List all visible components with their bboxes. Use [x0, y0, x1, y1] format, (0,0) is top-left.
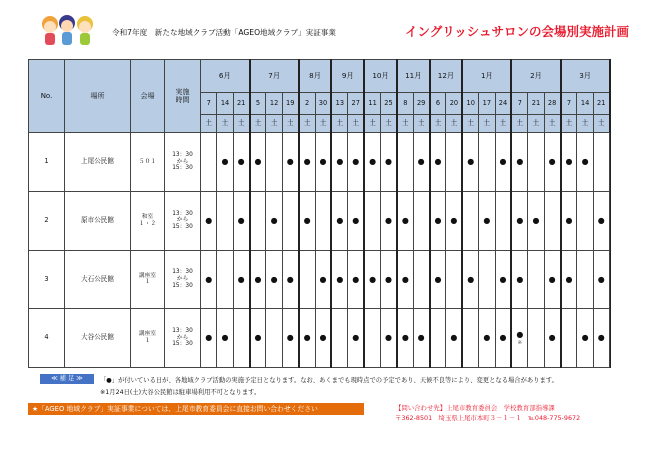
note-tag: ≪ 補 足 ≫: [40, 374, 94, 384]
schedule-cell: [201, 309, 217, 368]
scheduled-dot: ●: [565, 215, 573, 225]
schedule-cell: [282, 191, 298, 250]
schedule-cell: [561, 133, 577, 192]
weekday-header: 土: [544, 115, 560, 133]
schedule-cell: [331, 191, 347, 250]
scheduled-dot: ●: [434, 157, 442, 167]
header-room: 会場: [131, 60, 165, 133]
schedule-cell: [217, 133, 233, 192]
row-no: 1: [29, 133, 65, 192]
schedule-cell: [397, 191, 413, 250]
month-header: 3月: [561, 60, 610, 93]
schedule-cell: [544, 309, 560, 368]
schedule-cell: [528, 191, 544, 250]
schedule-cell: [299, 133, 315, 192]
scheduled-dot: ●: [384, 215, 392, 225]
schedule-cell: [381, 133, 397, 192]
row-no: 4: [29, 309, 65, 368]
weekday-header: 土: [397, 115, 413, 133]
schedule-cell: [479, 191, 495, 250]
scheduled-dot: ●: [384, 333, 392, 343]
scheduled-dot: ●: [205, 215, 213, 225]
month-header: 11月: [397, 60, 430, 93]
day-header: 8: [397, 93, 413, 115]
weekday-header: 土: [282, 115, 298, 133]
scheduled-dot: ●: [303, 157, 311, 167]
row-room: 講座室 １: [131, 309, 165, 368]
schedule-cell: [430, 250, 446, 309]
scheduled-dot: ●: [369, 274, 377, 284]
day-header: 13: [331, 93, 347, 115]
row-time: 13：30 から 15：30: [165, 191, 201, 250]
schedule-cell: [397, 133, 413, 192]
schedule-cell: [561, 309, 577, 368]
weekday-header: 土: [250, 115, 266, 133]
row-time: 13：30 から 15：30: [165, 309, 201, 368]
schedule-cell: [266, 250, 282, 309]
schedule-cell: [315, 191, 331, 250]
schedule-cell: [266, 191, 282, 250]
scheduled-dot: ●: [352, 157, 360, 167]
month-header: 10月: [364, 60, 397, 93]
mascot-illustration: [40, 10, 98, 52]
schedule-cell: [364, 309, 380, 368]
note-line-2: ※1月24日(土)大谷公民館は駐車場利用不可となります。: [100, 389, 261, 396]
schedule-cell: [495, 309, 511, 368]
schedule-cell: [397, 250, 413, 309]
schedule-cell: [495, 133, 511, 192]
scheduled-dot: ●: [532, 215, 540, 225]
schedule-cell: [446, 309, 462, 368]
month-header: 1月: [462, 60, 511, 93]
day-header: 7: [511, 93, 527, 115]
schedule-cell: [348, 133, 364, 192]
row-time: 13：30 から 15：30: [165, 133, 201, 192]
scheduled-dot: ●: [516, 274, 524, 284]
day-header: 25: [381, 93, 397, 115]
weekday-header: 土: [266, 115, 282, 133]
schedule-cell: [397, 309, 413, 368]
scheduled-dot: ●: [254, 274, 262, 284]
scheduled-dot: ●: [237, 274, 245, 284]
scheduled-dot: ●: [286, 274, 294, 284]
weekday-header: 土: [479, 115, 495, 133]
schedule-cell: [462, 309, 478, 368]
schedule-cell: [331, 309, 347, 368]
schedule-cell: [250, 191, 266, 250]
schedule-cell: [446, 133, 462, 192]
schedule-cell: [544, 191, 560, 250]
row-no: 2: [29, 191, 65, 250]
weekday-header: 土: [495, 115, 511, 133]
header-time: 実施 時間: [165, 60, 201, 133]
scheduled-dot: ●: [384, 157, 392, 167]
inquiry-banner: ★「AGEO 地域クラブ」実証事業については、上尾市教育委員会に直接お問い合わせください: [28, 403, 364, 415]
schedule-cell: [593, 250, 609, 309]
scheduled-dot: ●: [565, 274, 573, 284]
schedule-cell: [250, 309, 266, 368]
schedule-cell: [233, 191, 249, 250]
month-header: 6月: [201, 60, 250, 93]
scheduled-dot: ●: [205, 333, 213, 343]
scheduled-dot: ●: [237, 215, 245, 225]
scheduled-dot: ●: [581, 157, 589, 167]
scheduled-dot: ●: [352, 333, 360, 343]
schedule-cell: [331, 133, 347, 192]
month-header: 7月: [250, 60, 299, 93]
schedule-cell: [413, 133, 429, 192]
schedule-cell: [511, 133, 527, 192]
day-header: 30: [315, 93, 331, 115]
schedule-cell: [217, 250, 233, 309]
row-time: 13：30 から 15：30: [165, 250, 201, 309]
scheduled-dot: ●: [467, 157, 475, 167]
schedule-cell: [348, 191, 364, 250]
schedule-cell: [430, 191, 446, 250]
scheduled-dot: ●: [286, 157, 294, 167]
scheduled-dot: ●: [417, 333, 425, 343]
day-header: 21: [593, 93, 609, 115]
scheduled-dot: ●: [499, 333, 507, 343]
day-header: 14: [217, 93, 233, 115]
scheduled-dot: ●: [401, 274, 409, 284]
scheduled-dot: ●: [352, 274, 360, 284]
schedule-cell: [381, 250, 397, 309]
schedule-cell: [364, 250, 380, 309]
scheduled-dot: ●: [581, 333, 589, 343]
schedule-cell: [348, 309, 364, 368]
schedule-cell: [413, 309, 429, 368]
header-no: No.: [29, 60, 65, 133]
schedule-cell: [495, 191, 511, 250]
day-header: 5: [250, 93, 266, 115]
weekday-header: 土: [446, 115, 462, 133]
schedule-cell: [528, 133, 544, 192]
schedule-cell: [511, 309, 527, 368]
schedule-cell: [315, 250, 331, 309]
scheduled-dot: ●: [434, 274, 442, 284]
schedule-cell: [561, 250, 577, 309]
day-header: 10: [462, 93, 478, 115]
schedule-cell: [544, 250, 560, 309]
note-line-1: 「●」が付いている日が、各地域クラブ活動の実施予定日となります。なお、あくまでも現時点での予定であり、天候不良等により、変更となる場合があります。: [100, 377, 558, 384]
schedule-cell: [413, 191, 429, 250]
schedule-cell: [364, 133, 380, 192]
schedule-cell: [282, 250, 298, 309]
scheduled-dot: ●: [597, 274, 605, 284]
special-note-mark: ※: [517, 339, 523, 346]
row-place: 原市公民館: [65, 191, 131, 250]
schedule-cell: [348, 250, 364, 309]
day-header: 2: [299, 93, 315, 115]
schedule-cell: [331, 250, 347, 309]
contact-address: 〒362-8501 埼玉県上尾市本町３－１－１ ℡048-775-9672: [395, 414, 581, 422]
weekday-header: 土: [593, 115, 609, 133]
month-header: 12月: [430, 60, 463, 93]
scheduled-dot: ●: [319, 333, 327, 343]
schedule-cell: [381, 309, 397, 368]
schedule-cell: [593, 191, 609, 250]
day-header: 29: [413, 93, 429, 115]
scheduled-dot: ●: [254, 333, 262, 343]
scheduled-dot: ●: [336, 274, 344, 284]
page-title: イングリッシュサロンの会場別実施計画: [405, 24, 630, 39]
schedule-cell: [266, 309, 282, 368]
weekday-header: 土: [315, 115, 331, 133]
schedule-cell: [282, 309, 298, 368]
page-subtitle: 令和7年度 新たな地域クラブ活動「AGEO地域クラブ」実証事業: [112, 28, 336, 37]
row-place: 大石公民館: [65, 250, 131, 309]
weekday-header: 土: [511, 115, 527, 133]
schedule-table: [28, 59, 610, 368]
schedule-cell: [250, 250, 266, 309]
schedule-cell: [511, 250, 527, 309]
scheduled-dot: ●: [597, 215, 605, 225]
schedule-cell: [315, 133, 331, 192]
weekday-header: 土: [233, 115, 249, 133]
scheduled-dot: ●: [548, 274, 556, 284]
scheduled-dot: ●: [319, 274, 327, 284]
table-row: [29, 250, 610, 309]
month-header: 9月: [331, 60, 364, 93]
schedule-cell: [217, 191, 233, 250]
day-header: 11: [364, 93, 380, 115]
weekday-header: 土: [528, 115, 544, 133]
schedule-cell: [282, 133, 298, 192]
scheduled-dot: ●: [401, 333, 409, 343]
schedule-cell: [479, 250, 495, 309]
schedule-cell: [413, 250, 429, 309]
schedule-cell: [446, 250, 462, 309]
scheduled-dot: ●: [221, 157, 229, 167]
schedule-cell: [528, 309, 544, 368]
day-header: 7: [201, 93, 217, 115]
scheduled-dot: ●: [499, 157, 507, 167]
weekday-header: 土: [413, 115, 429, 133]
row-room: 講座室 １: [131, 250, 165, 309]
table-row: [29, 191, 610, 250]
scheduled-dot: ●: [499, 274, 507, 284]
weekday-header: 土: [364, 115, 380, 133]
scheduled-dot: ●: [384, 274, 392, 284]
scheduled-dot: ●: [450, 333, 458, 343]
scheduled-dot: ●: [516, 157, 524, 167]
month-header: 8月: [299, 60, 332, 93]
weekday-header: 土: [462, 115, 478, 133]
weekday-header: 土: [331, 115, 347, 133]
scheduled-dot: ●: [548, 157, 556, 167]
day-header: 12: [266, 93, 282, 115]
scheduled-dot: ●: [336, 215, 344, 225]
schedule-cell: [201, 250, 217, 309]
schedule-cell: [561, 191, 577, 250]
weekday-header: 土: [381, 115, 397, 133]
scheduled-dot: ●: [597, 333, 605, 343]
schedule-cell: [593, 309, 609, 368]
day-header: 14: [577, 93, 593, 115]
scheduled-dot: ●: [270, 274, 278, 284]
scheduled-dot: ●: [319, 157, 327, 167]
scheduled-dot: ●: [401, 215, 409, 225]
header-place: 場所: [65, 60, 131, 133]
schedule-cell: [462, 250, 478, 309]
weekday-header: 土: [430, 115, 446, 133]
schedule-cell: [495, 250, 511, 309]
schedule-cell: [446, 191, 462, 250]
row-room: ５０１: [131, 133, 165, 192]
scheduled-dot: ●: [369, 157, 377, 167]
schedule-cell: [430, 309, 446, 368]
scheduled-dot: ●: [352, 215, 360, 225]
schedule-cell: [233, 133, 249, 192]
scheduled-dot: ●: [336, 157, 344, 167]
day-header: 17: [479, 93, 495, 115]
scheduled-dot: ●: [270, 215, 278, 225]
schedule-cell: [544, 133, 560, 192]
schedule-cell: [233, 250, 249, 309]
table-row: [29, 133, 610, 192]
scheduled-dot: ●: [450, 215, 458, 225]
scheduled-dot: ●: [237, 157, 245, 167]
day-header: 24: [495, 93, 511, 115]
schedule-cell: [315, 309, 331, 368]
row-room: 和室 １・２: [131, 191, 165, 250]
schedule-cell: [593, 133, 609, 192]
scheduled-dot: ●: [303, 215, 311, 225]
schedule-cell: [364, 191, 380, 250]
weekday-header: 土: [299, 115, 315, 133]
schedule-cell: [250, 133, 266, 192]
schedule-cell: [201, 191, 217, 250]
day-header: 21: [233, 93, 249, 115]
row-place: 上尾公民館: [65, 133, 131, 192]
schedule-cell: [266, 133, 282, 192]
scheduled-dot: ●: [516, 215, 524, 225]
row-place: 大谷公民館: [65, 309, 131, 368]
schedule-cell: [299, 191, 315, 250]
scheduled-dot: ●: [205, 274, 213, 284]
schedule-cell: [201, 133, 217, 192]
schedule-cell: [528, 250, 544, 309]
scheduled-dot: ●: [548, 333, 556, 343]
scheduled-dot: ●: [565, 157, 573, 167]
schedule-cell: [462, 191, 478, 250]
schedule-cell: [381, 191, 397, 250]
day-header: 20: [446, 93, 462, 115]
weekday-header: 土: [577, 115, 593, 133]
day-header: 21: [528, 93, 544, 115]
scheduled-dot: ●: [254, 157, 262, 167]
schedule-cell: [430, 133, 446, 192]
schedule-cell: [577, 250, 593, 309]
schedule-cell: [577, 133, 593, 192]
weekday-header: 土: [217, 115, 233, 133]
schedule-cell: [462, 133, 478, 192]
schedule-cell: [511, 191, 527, 250]
scheduled-dot: ●: [286, 333, 294, 343]
schedule-cell: [577, 191, 593, 250]
scheduled-dot: ●: [516, 330, 524, 340]
schedule-cell: [577, 309, 593, 368]
day-header: 7: [561, 93, 577, 115]
scheduled-dot: ●: [467, 274, 475, 284]
schedule-cell: [217, 309, 233, 368]
weekday-header: 土: [201, 115, 217, 133]
day-header: 28: [544, 93, 560, 115]
table-row: [29, 309, 610, 368]
schedule-cell: [479, 133, 495, 192]
row-no: 3: [29, 250, 65, 309]
schedule-cell: [299, 309, 315, 368]
scheduled-dot: ●: [483, 333, 491, 343]
weekday-header: 土: [561, 115, 577, 133]
scheduled-dot: ●: [483, 215, 491, 225]
scheduled-dot: ●: [417, 157, 425, 167]
day-header: 19: [282, 93, 298, 115]
schedule-cell: [299, 250, 315, 309]
contact-heading: 【問い合わせ先】上尾市教育委員会 学校教育部指導課: [395, 404, 555, 412]
day-header: 27: [348, 93, 364, 115]
schedule-cell: [233, 309, 249, 368]
scheduled-dot: ●: [303, 333, 311, 343]
schedule-cell: [479, 309, 495, 368]
scheduled-dot: ●: [434, 215, 442, 225]
weekday-header: 土: [348, 115, 364, 133]
day-header: 6: [430, 93, 446, 115]
month-header: 2月: [511, 60, 560, 93]
scheduled-dot: ●: [221, 333, 229, 343]
